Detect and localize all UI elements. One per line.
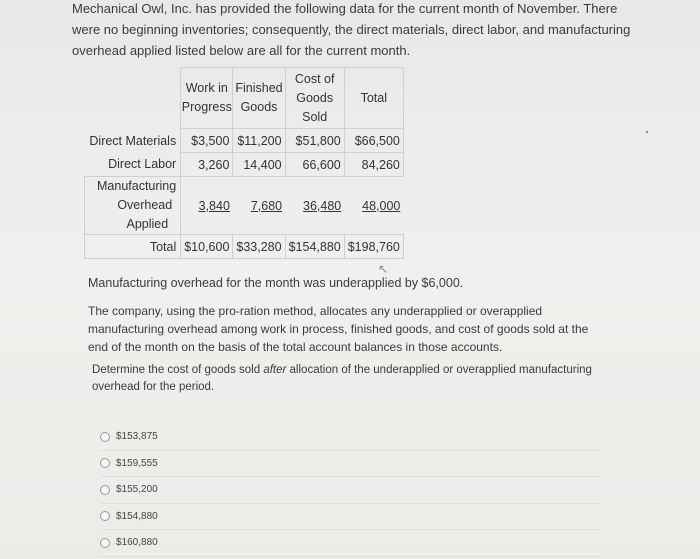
- cell: 3,260: [181, 153, 233, 177]
- option-4[interactable]: $154,880: [100, 504, 600, 531]
- cell: $51,800: [285, 129, 344, 153]
- cell: 7,680: [250, 198, 283, 213]
- table-row: [85, 177, 404, 235]
- cell: $3,500: [181, 129, 233, 153]
- cell: 84,260: [344, 153, 403, 177]
- radio-icon[interactable]: [100, 538, 110, 548]
- header-cogs: Cost of Goods Sold: [285, 68, 344, 129]
- speck: [646, 131, 648, 133]
- after-emphasis: after: [263, 364, 287, 376]
- cost-table: [84, 67, 404, 259]
- cell: 14,400: [233, 153, 285, 177]
- table-row: [85, 153, 404, 177]
- cell: 36,480: [303, 198, 342, 213]
- pointer-cursor-icon: ↖: [378, 262, 389, 276]
- question-prompt: Determine the cost of goods sold after allocation of the underapplied or overapplied manufacturing overhead for the period.: [92, 364, 592, 393]
- problem-intro: Mechanical Owl, Inc. has provided the following data for the current month of November. There were no beginning inventories; consequently, the direct materials, direct labor, and manufacturing overhead applied listed below are all for the current month.: [72, 1, 631, 58]
- cell: $33,280: [233, 235, 285, 259]
- cell: 66,600: [285, 153, 344, 177]
- option-3[interactable]: $155,200: [100, 477, 600, 504]
- option-2[interactable]: $159,555: [100, 451, 600, 478]
- radio-icon[interactable]: [100, 511, 110, 521]
- cell: $11,200: [233, 129, 285, 153]
- radio-icon[interactable]: [100, 485, 110, 495]
- option-5[interactable]: $160,880: [100, 530, 600, 557]
- row-label: Total: [85, 235, 181, 259]
- header-wip: Work in Progress: [181, 68, 233, 129]
- answer-options: [100, 424, 600, 557]
- table-header-row: [85, 68, 404, 129]
- row-label: Direct Labor: [108, 157, 177, 172]
- radio-icon[interactable]: [100, 458, 110, 468]
- cell: 48,000: [362, 198, 401, 213]
- option-1[interactable]: $153,875: [100, 424, 600, 451]
- row-label-moh: Manufacturing Overhead Applied: [85, 177, 181, 235]
- proration-paragraph: The company, using the pro-ration method, allocates any underapplied or overapplied manufacturing overhead among work in process, finished goods, and cost of goods sold at the end of the month on the basis of the total account balances in those accounts.: [88, 304, 589, 354]
- cell: $10,600: [181, 235, 233, 259]
- row-label: Direct Materials: [89, 133, 177, 148]
- header-blank: [85, 68, 181, 129]
- cell: $154,880: [285, 235, 344, 259]
- cell: $66,500: [344, 129, 403, 153]
- underapplied-statement: Manufacturing overhead for the month was underapplied by $6,000.: [88, 276, 464, 290]
- table-row: [85, 129, 404, 153]
- radio-icon[interactable]: [100, 432, 110, 442]
- cell: 3,840: [198, 198, 230, 213]
- table-row: [85, 235, 404, 259]
- cell: $198,760: [344, 235, 403, 259]
- header-total: Total: [344, 68, 403, 129]
- header-fg: Finished Goods: [233, 68, 285, 129]
